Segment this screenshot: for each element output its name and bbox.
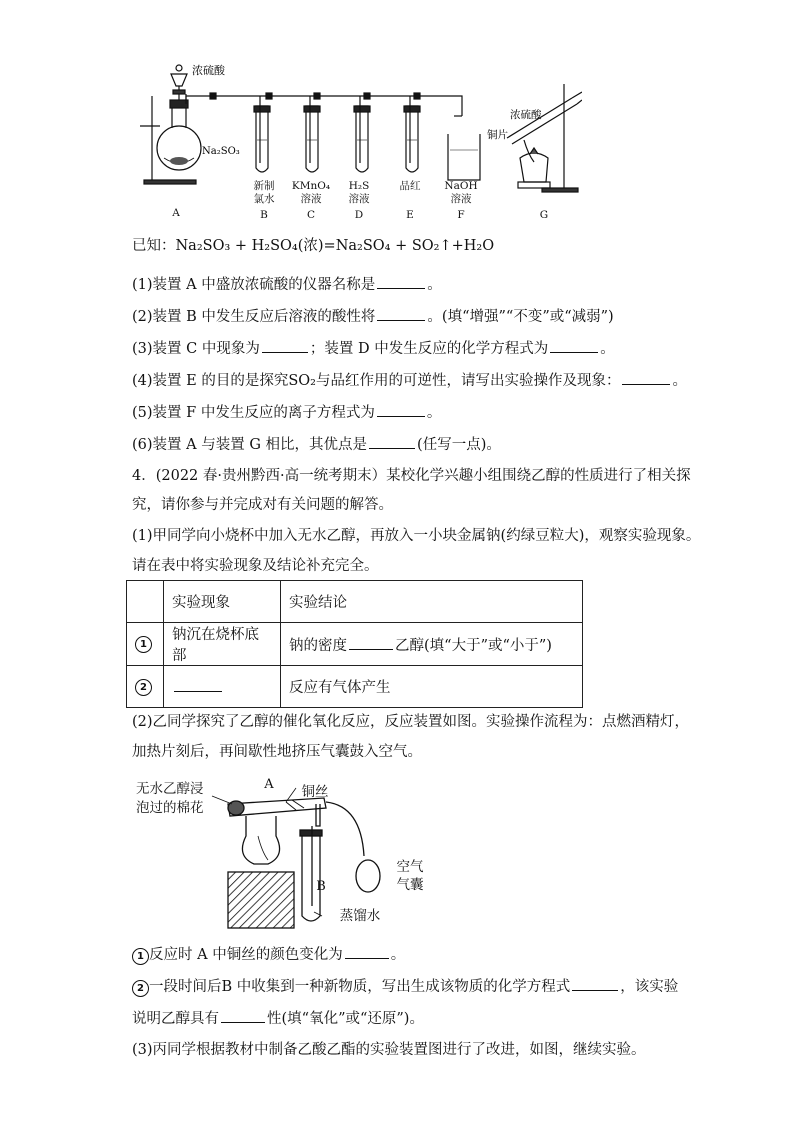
apparatus-a-letter: A (172, 207, 180, 219)
header-phenomenon: 实验现象 (164, 581, 281, 623)
known-equation: 已知：Na₂SO₃ + H₂SO₄(浓)=Na₂SO₄ + SO₂↑+H₂O (132, 238, 495, 254)
fig2-label-a: A (264, 777, 274, 792)
g-acid-label: 浓硫酸 (510, 109, 542, 121)
q4-part2-line1: (2)乙同学探究了乙醇的催化氧化反应，反应装置如图。实验操作流程为：点燃酒精灯， (132, 714, 690, 730)
header-conclusion: 实验结论 (281, 581, 583, 623)
tube-e-label: 品红 (399, 180, 421, 192)
q4-sub2-line1: 2 一段时间后B 中收集到一种新物质，写出生成该物质的化学方程式 ，该实验 (132, 976, 678, 997)
tube-e-letter: E (406, 209, 414, 221)
tube-d-label: H₂S 溶液 (348, 180, 370, 205)
tube-d-letter: D (354, 209, 364, 221)
beaker-f-label: NaOH 溶液 (444, 180, 478, 205)
q4-sub1: 1 反应时 A 中铜丝的颜色变化为 。 (132, 944, 405, 965)
q4-part3: (3)丙同学根据教材中制备乙酸乙酯的实验装置图进行了改进，如图，继续实验。 (132, 1042, 646, 1058)
tube-c-label: KMnO₄ 溶液 (291, 180, 331, 205)
so2-apparatus-figure (132, 58, 582, 233)
q3-part1: (1)装置 A 中盛放浓硫酸的仪器名称是 。 (132, 274, 442, 295)
q3-part3: (3)装置 C 中现象为 ；装置 D 中发生反应的化学方程式为 。 (132, 338, 615, 359)
cotton-label: 无水乙醇浸 泡过的棉花 (136, 781, 204, 816)
q4-part1-line1: (1)甲同学向小烧杯中加入无水乙醇，再放入一小块金属钠(约绿豆粒大)，观察实验现象。 (132, 528, 701, 544)
row-number-1: 1 (135, 636, 152, 653)
distilled-water-label: 蒸馏水 (339, 908, 381, 924)
fig2-label-b: B (316, 879, 326, 894)
row2-phenomenon (164, 666, 281, 708)
row2-conclusion: 反应有气体产生 (281, 666, 583, 708)
tube-b-letter: B (260, 209, 268, 221)
row-number-2: 2 (135, 679, 152, 696)
row1-phenomenon: 钠沉在烧杯底部 (164, 623, 281, 666)
q4-sub2-line2: 说明乙醇具有 性(填“氧化”或“还原”)。 (132, 1008, 424, 1029)
q4-part2-line2: 加热片刻后，再间歇性地挤压气囊鼓入空气。 (132, 744, 422, 760)
row1-conclusion: 钠的密度 乙醇(填“大于”或“小于”) (281, 623, 583, 666)
tube-b-label: 新制 氯水 (253, 180, 275, 205)
results-table (126, 580, 583, 708)
copper-wire-label: 铜丝 (301, 784, 329, 800)
acid-label: 浓硫酸 (192, 64, 225, 77)
q3-part6: (6)装置 A 与装置 G 相比，其优点是 (任写一点)。 (132, 434, 501, 455)
salt-label: Na₂SO₃ (202, 146, 240, 157)
sub-number-2: 2 (132, 980, 149, 997)
beaker-f-letter: F (457, 209, 465, 221)
air-bag-label: 空气 气囊 (396, 859, 424, 893)
q4-part1-line2: 请在表中将实验现象及结论补充完全。 (132, 558, 379, 574)
table-header-row (127, 581, 583, 623)
table-row (127, 623, 583, 666)
apparatus-g-letter: G (539, 209, 549, 221)
q3-part4: (4)装置 E 的目的是探究SO₂与品红作用的可逆性，请写出实验操作及现象： 。 (132, 370, 687, 391)
g-copper-label: 铜片 (487, 129, 508, 141)
q3-part5: (5)装置 F 中发生反应的离子方程式为 。 (132, 402, 441, 423)
tube-c-letter: C (306, 209, 316, 221)
q3-part2: (2)装置 B 中发生反应后溶液的酸性将 。(填“增强”“不变”或“减弱”) (132, 306, 614, 327)
q4-intro-line1: 4．(2022 春·贵州黔西·高一统考期末）某校化学兴趣小组围绕乙醇的性质进行了相关探 (132, 468, 691, 484)
q4-intro-line2: 究，请你参与并完成对有关问题的解答。 (132, 497, 393, 513)
table-row (127, 666, 583, 708)
sub-number-1: 1 (132, 948, 149, 965)
